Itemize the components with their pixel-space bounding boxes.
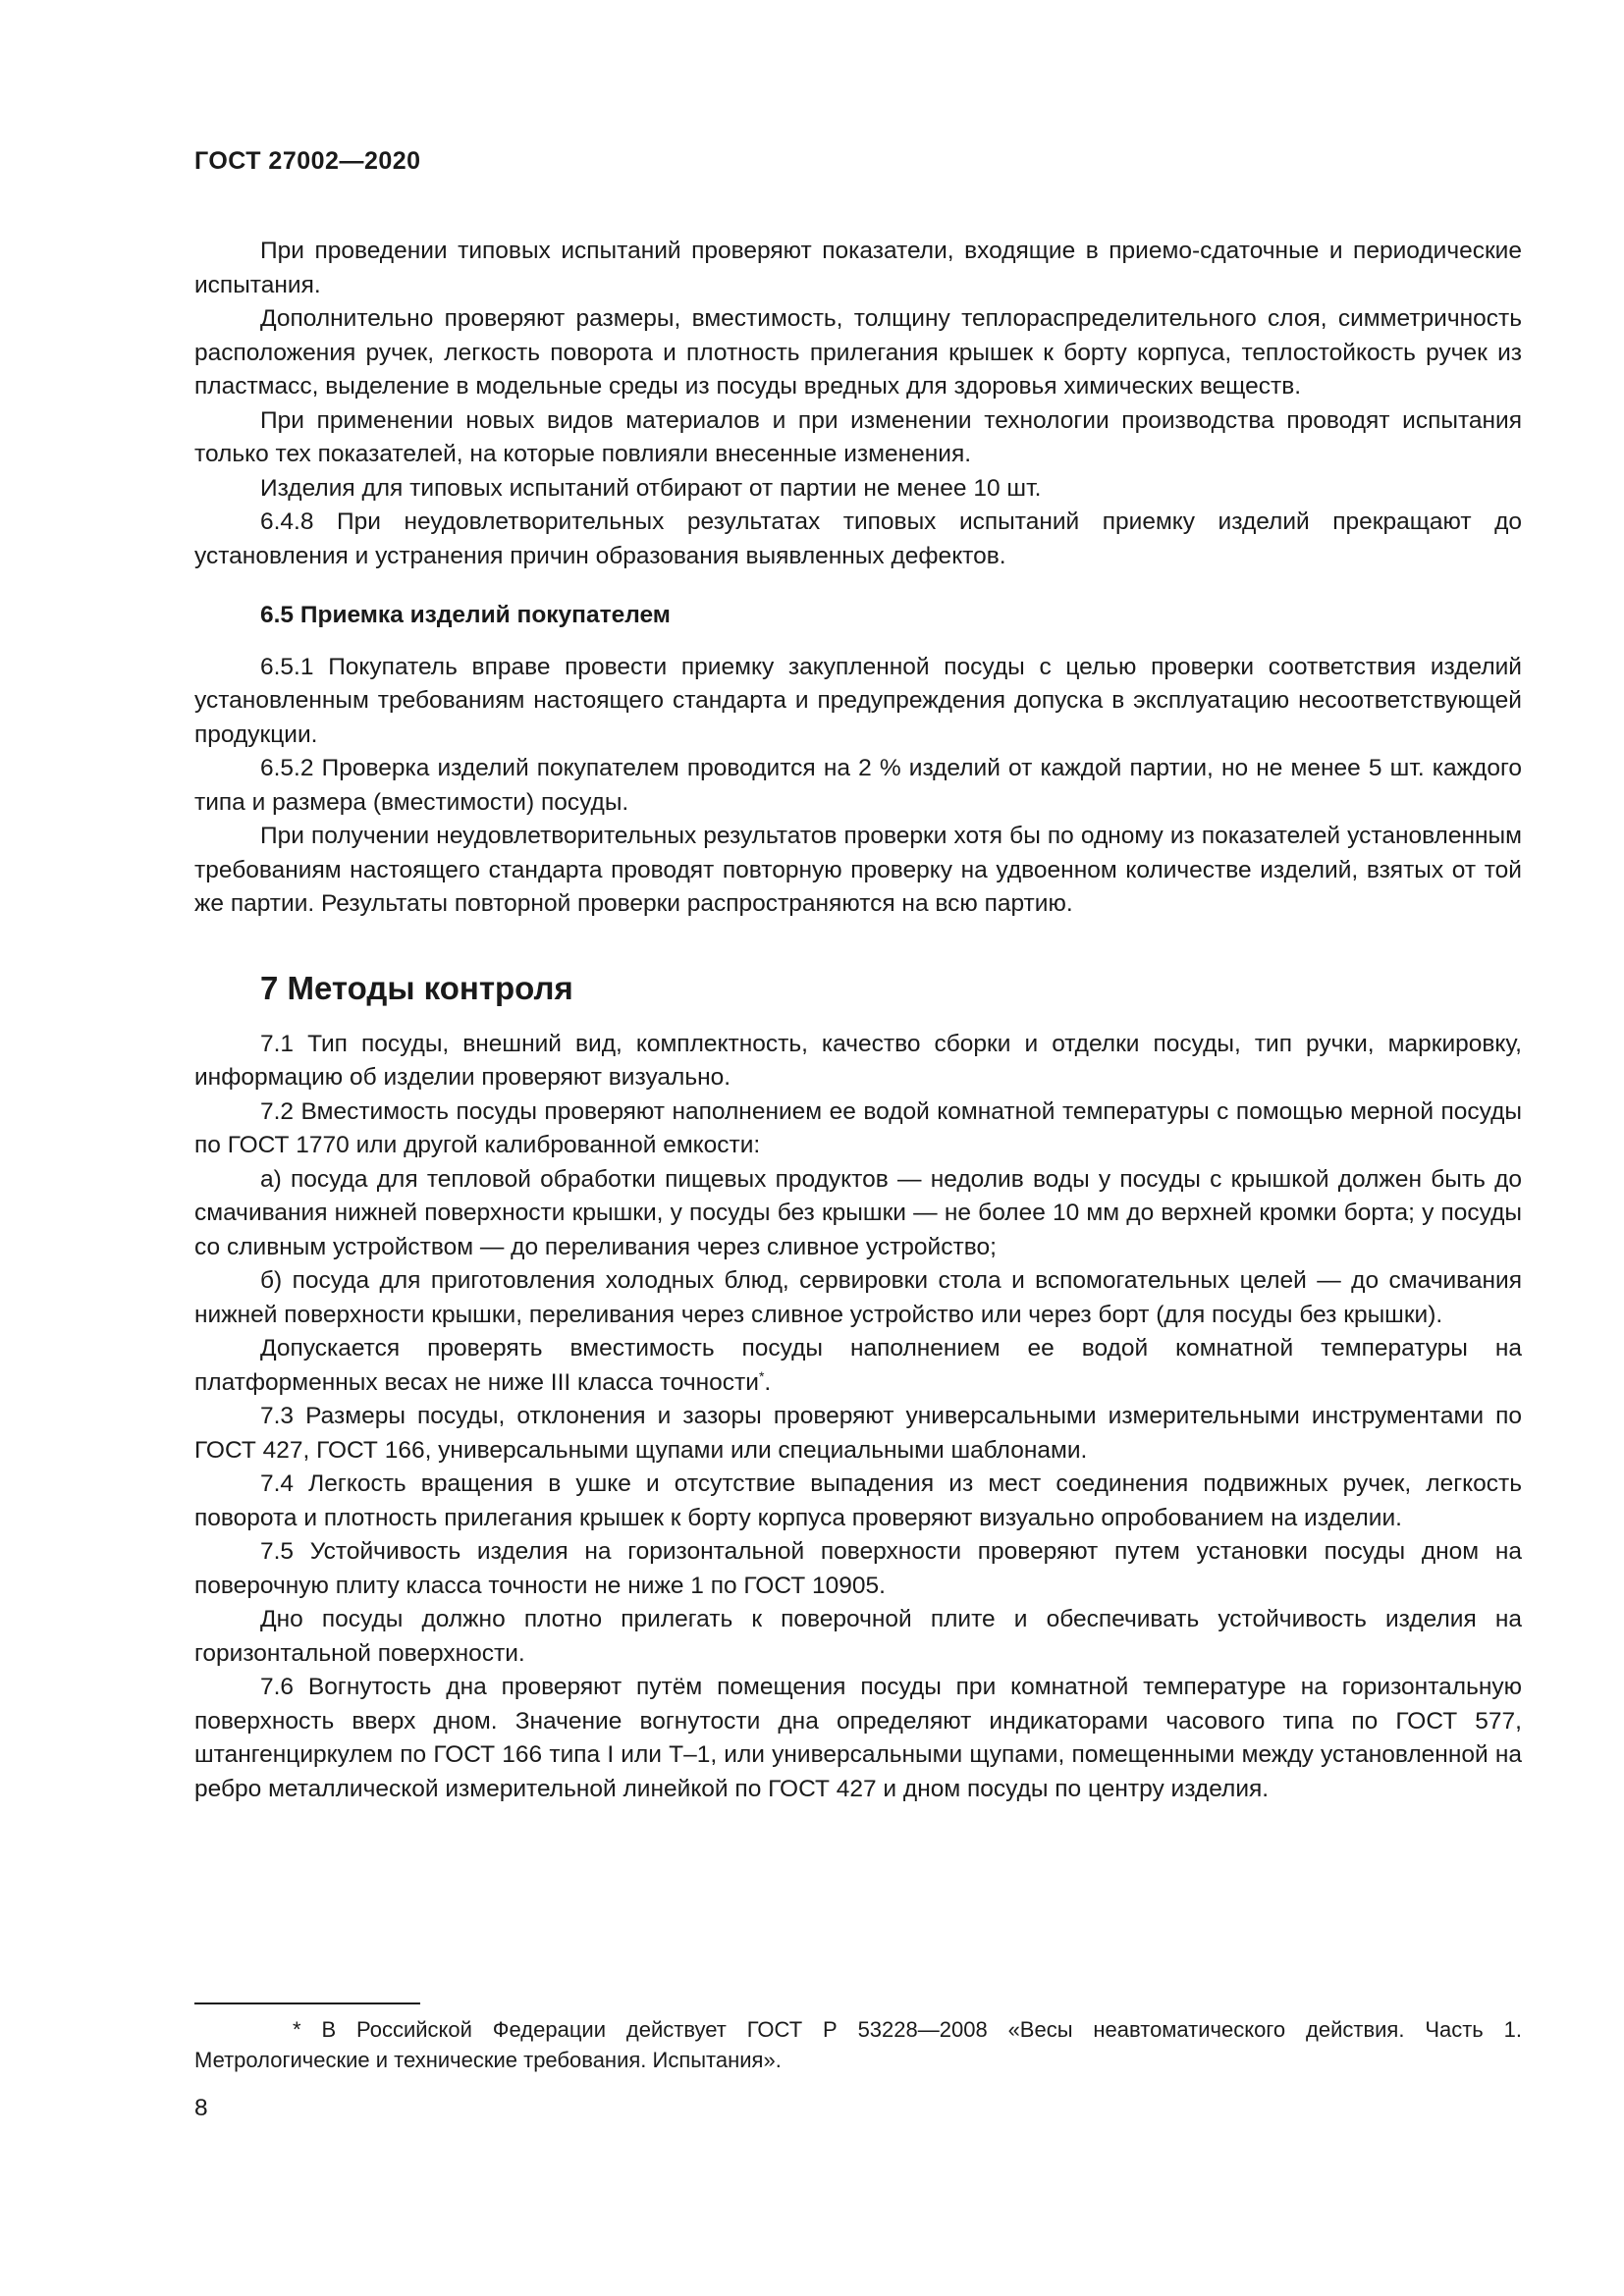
paragraph: 6.5.1 Покупатель вправе провести приемку закупленной посуды с целью проверки соответствия изделий установленным требованиям настоящего стандарта и предупреждения допуска в эксплуатацию несоответствующей продукции.: [194, 653, 1522, 748]
paragraph: Дно посуды должно плотно прилегать к поверочной плите и обеспечивать устойчивость изделия на горизонтальной поверхности.: [194, 1606, 1522, 1667]
section-heading-7: 7 Методы контроля: [260, 969, 573, 1006]
paragraph: а) посуда для тепловой обработки пищевых продуктов — недолив воды у посуды с крышкой должен быть до смачивания нижней поверхности крышки, у посуды без крышки — не более 10 мм до верхней кромки борта; у посуды со сливным устройством — до переливания через сливное устройство;: [194, 1165, 1522, 1260]
subsection-heading-6-5: 6.5 Приемка изделий покупателем: [260, 602, 671, 628]
paragraph: При получении неудовлетворительных результатов проверки хотя бы по одному из показателей установленным требованиям настоящего стандарта проводят повторную проверку на удвоенном количестве изделий, взятых от той же партии. Результаты повторной проверки распространяются на всю партию.: [194, 823, 1522, 917]
paragraph: 7.6 Вогнутость дна проверяют путём помещения посуды при комнатной температуре на горизонтальную поверхность вверх дном. Значение вогнутости дна определяют индикаторами часового типа по ГОСТ 577, штангенциркулем по ГОСТ 166 типа I или Т–1, или универсальными щупами, помещенными между установленной на ребро металлической измерительной линейкой по ГОСТ 427 и дном посуды по центру изделия.: [194, 1674, 1522, 1802]
paragraph: Изделия для типовых испытаний отбирают от партии не менее 10 шт.: [260, 474, 1042, 502]
paragraph: 7.4 Легкость вращения в ушке и отсутствие выпадения из мест соединения подвижных ручек, легкость поворота и плотность прилегания крышек к борту корпуса проверяют визуально опробованием на изделии.: [194, 1470, 1522, 1531]
footnote-area: [194, 2002, 1522, 2075]
document-body: [194, 235, 1522, 1806]
page-number: 8: [194, 2095, 208, 2121]
paragraph: При проведении типовых испытаний проверяют показатели, входящие в приемо-сдаточные и периодические испытания.: [194, 238, 1522, 298]
footnote-divider: [194, 2002, 420, 2004]
paragraph: При применении новых видов материалов и при изменении технологии производства проводят испытания только тех показателей, на которые повлияли внесенные изменения.: [194, 406, 1522, 467]
paragraph: 7.3 Размеры посуды, отклонения и зазоры проверяют универсальными измерительными инструментами по ГОСТ 427, ГОСТ 166, универсальными щупами или специальными шаблонами.: [194, 1403, 1522, 1464]
paragraph-with-footnote: [194, 1332, 1522, 1400]
paragraph: 6.4.8 При неудовлетворительных результатах типовых испытаний приемку изделий прекращают до установления и устранения причин образования выявленных дефектов.: [194, 508, 1522, 569]
paragraph-end: .: [764, 1368, 772, 1396]
document-page: [194, 147, 1522, 1806]
paragraph: 7.1 Тип посуды, внешний вид, комплектность, качество сборки и отделки посуды, тип ручки, маркировку, информацию об изделии проверяют визуально.: [194, 1030, 1522, 1091]
paragraph: Дополнительно проверяют размеры, вместимость, толщину теплораспределительного слоя, симметричность расположения ручек, легкость поворота и плотность прилегания крышек к борту корпуса, теплостойкость ручек из пластмасс, выделение в модельные среды из посуды вредных для здоровья химических веществ.: [194, 305, 1522, 400]
paragraph: 7.2 Вместимость посуды проверяют наполнением ее водой комнатной температуры с помощью мерной посуды по ГОСТ 1770 или другой калиброванной емкости:: [194, 1097, 1522, 1158]
footnote-text: * В Российской Федерации действует ГОСТ Р 53228—2008 «Весы неавтоматического действия. Часть 1. Метрологические и технические требования. Испытания».: [194, 2017, 1522, 2072]
paragraph: б) посуда для приготовления холодных блюд, сервировки стола и вспомогательных целей — до смачивания нижней поверхности крышки, переливания через сливное устройство или через борт (для посуды без крышки).: [194, 1267, 1522, 1328]
paragraph: 6.5.2 Проверка изделий покупателем проводится на 2 % изделий от каждой партии, но не менее 5 шт. каждого типа и размера (вместимости) посуды.: [194, 755, 1522, 816]
paragraph: 7.5 Устойчивость изделия на горизонтальной поверхности проверяют путем установки посуды дном на поверочную плиту класса точности не ниже 1 по ГОСТ 10905.: [194, 1538, 1522, 1599]
document-header-title: ГОСТ 27002—2020: [194, 147, 421, 175]
footnote-marker[interactable]: *: [758, 1367, 765, 1384]
paragraph-text: Допускается проверять вместимость посуды наполнением ее водой комнатной температуры на платформенных весах не ниже III класса точности: [194, 1335, 1522, 1396]
